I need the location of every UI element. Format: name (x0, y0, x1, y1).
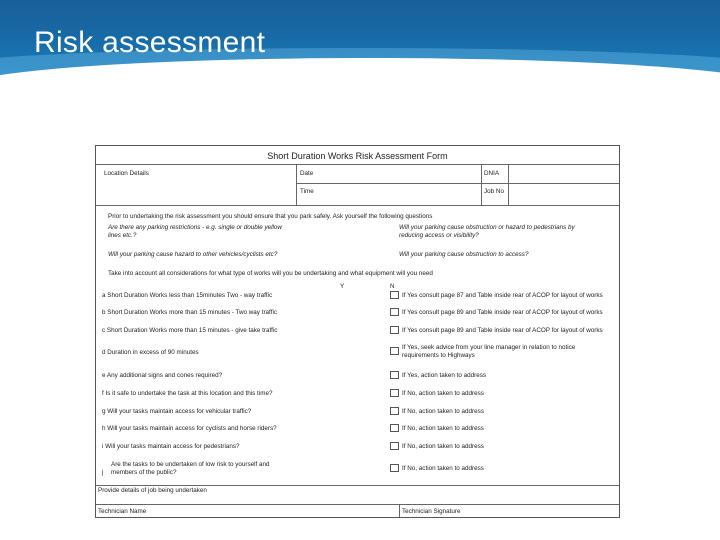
question-parking-restrictions: Are there any parking restrictions - e.g. single or double yellow (108, 224, 282, 231)
technician-signature-label: Technician Signature (402, 508, 461, 515)
date-label: Date (300, 170, 314, 177)
checkbox-f[interactable] (390, 389, 399, 397)
provide-details-label: Provide details of job being undertaken (98, 487, 207, 494)
consideration-instructions: Take into account all considerations for what type of works will you be undertaking and what equipment will you need (108, 270, 433, 277)
date-row-divider (296, 183, 619, 184)
yes-column-label: Y (340, 283, 345, 290)
checkbox-g[interactable] (390, 407, 399, 415)
question-parking-restrictions-cont: lines etc.? (108, 232, 137, 239)
job-details-divider (96, 485, 619, 486)
row-i-guidance: If No, action taken to address (402, 443, 484, 450)
row-j-prefix: j (102, 469, 104, 476)
form-title: Short Duration Works Risk Assessment Form (267, 151, 448, 161)
checkbox-e[interactable] (390, 371, 399, 379)
checkbox-j[interactable] (390, 464, 399, 472)
row-i-question: i Will your tasks maintain access for pedestrians? (102, 443, 240, 450)
question-obstruction-access: Will your parking cause obstruction to access? (399, 251, 529, 258)
row-g-question: g Will your tasks maintain access for vehicular traffic? (102, 408, 252, 415)
dnia-value-divider (508, 164, 509, 205)
dnia-column-divider (481, 164, 482, 205)
row-d-guidance-cont: requirements to Highways (402, 352, 475, 359)
no-column-label: N (390, 283, 395, 290)
checkbox-d[interactable] (390, 347, 399, 355)
jobno-label: Job No (484, 188, 504, 195)
question-obstruction-pedestrians: Will your parking cause obstruction or hazard to pedestrians by (399, 224, 575, 231)
risk-assessment-form (95, 145, 620, 518)
header-section-divider (96, 205, 619, 206)
row-e-guidance: If Yes, action taken to address (402, 372, 487, 379)
row-j-question: Are the tasks to be undertaken of low risk to yourself and (111, 461, 270, 468)
checkbox-h[interactable] (390, 424, 399, 432)
row-f-guidance: If No, action taken to address (402, 390, 484, 397)
row-f-question: f Is it safe to undertake the task at this location and this time? (102, 390, 273, 397)
row-g-guidance: If No, action taken to address (402, 408, 484, 415)
row-h-guidance: If No, action taken to address (402, 425, 484, 432)
checkbox-c[interactable] (390, 326, 399, 334)
slide-title: Risk assessment (34, 26, 266, 59)
row-d-guidance: If Yes, seek advice from your line manager in relation to notice (402, 344, 576, 351)
technician-name-label: Technician Name (98, 508, 147, 515)
location-label: Location Details (104, 170, 149, 177)
row-c-guidance: If Yes consult page 89 and Table inside rear of ACOP for layout of works (402, 327, 603, 334)
row-a-guidance: If Yes consult page 87 and Table inside rear of ACOP for layout of works (402, 292, 603, 299)
prior-instructions: Prior to undertaking the risk assessment you should ensure that you park safely. Ask yourself the following questions (108, 213, 433, 220)
question-obstruction-pedestrians-cont: reducing access or visibility? (399, 232, 479, 239)
row-e-question: e Any additional signs and cones required? (102, 372, 223, 379)
checkbox-b[interactable] (390, 308, 399, 316)
checkbox-i[interactable] (390, 442, 399, 450)
time-label: Time (300, 188, 314, 195)
checkbox-a[interactable] (390, 291, 399, 299)
row-a-question: a Short Duration Works less than 15minutes Two - way traffic (102, 292, 273, 299)
row-b-guidance: If Yes consult page 89 and Table inside rear of ACOP for layout of works (402, 309, 603, 316)
date-column-divider (296, 164, 297, 205)
dnia-label: DNIA (484, 170, 500, 177)
title-divider (96, 164, 619, 165)
signature-row-divider (96, 504, 619, 505)
row-j-guidance: If No, action taken to address (402, 465, 484, 472)
row-j-question-cont: members of the public? (111, 469, 177, 476)
signature-column-divider (399, 504, 400, 517)
row-c-question: c Short Duration Works more than 15 minutes - give take traffic (102, 327, 278, 334)
question-hazard-vehicles: Will your parking cause hazard to other vehicles/cyclists etc? (108, 251, 278, 258)
row-h-question: h Will your tasks maintain access for cyclists and horse riders? (102, 425, 277, 432)
row-d-question: d Duration in excess of 90 minutes (102, 349, 199, 356)
row-b-question: b Short Duration Works more than 15 minutes - Two way traffic (102, 309, 277, 316)
